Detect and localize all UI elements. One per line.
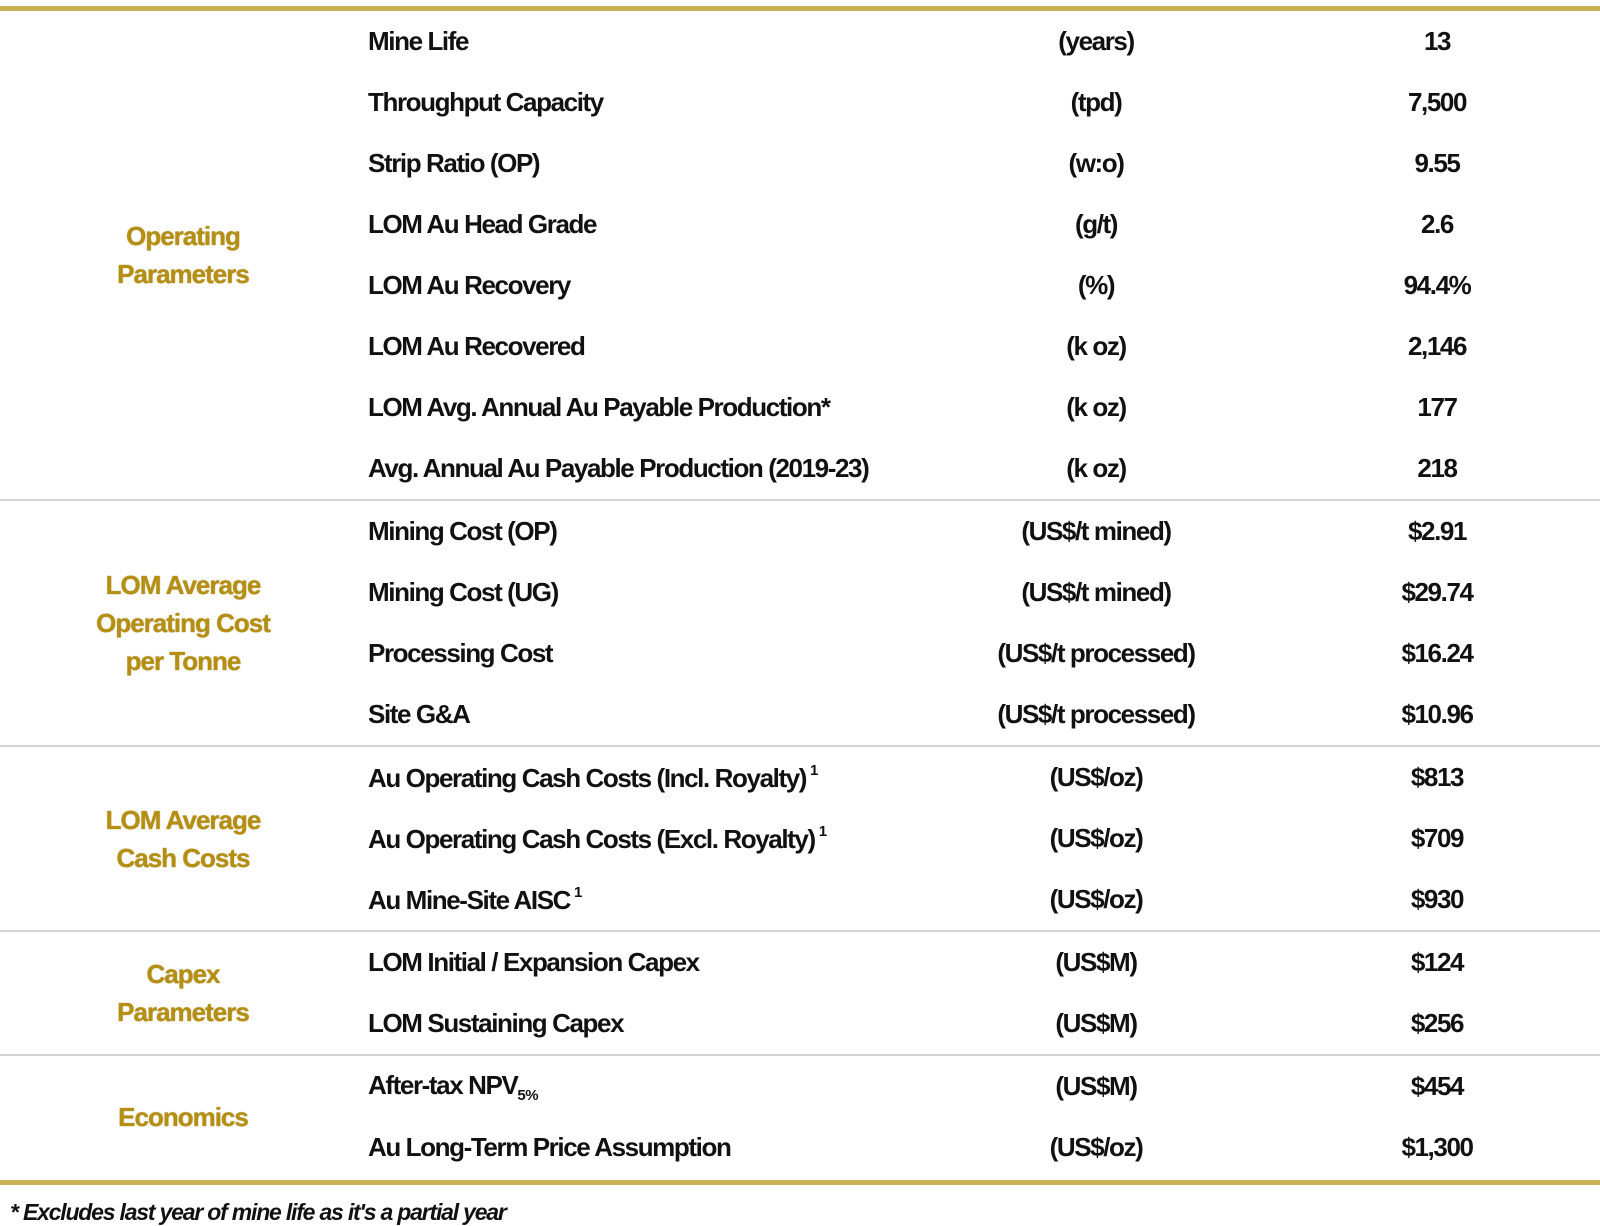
table-row: [368, 316, 1600, 377]
parameter-label: Throughput Capacity: [368, 87, 603, 117]
table-row: [368, 1056, 1600, 1117]
table-section: [0, 932, 1600, 1056]
table-row: [368, 72, 1600, 133]
table-row: [368, 438, 1600, 499]
parameter-label: LOM Au Recovered: [368, 331, 585, 361]
parameter-label: LOM Initial / Expansion Capex: [368, 947, 699, 977]
value-cell: $2.91: [1407, 516, 1467, 546]
parameter-cell: [368, 1008, 972, 1039]
table-section: [0, 747, 1600, 932]
section-category: Capex Parameters: [117, 959, 249, 1027]
unit-cell: (US$/oz): [1049, 823, 1143, 853]
unit-cell: (US$M): [1055, 947, 1137, 977]
unit-cell: (tpd): [1070, 87, 1122, 117]
parameter-cell: [368, 947, 972, 978]
table-row: [368, 932, 1600, 993]
parameter-label: Site G&A: [368, 699, 470, 729]
section-category: LOM Average Cash Costs: [105, 804, 261, 873]
footnote-marker: 1: [818, 822, 828, 840]
value-cell: $256: [1410, 1008, 1464, 1038]
parameter-cell: [368, 453, 972, 484]
unit-cell: (US$/t mined): [1021, 516, 1171, 546]
parameter-label: Mine Life: [368, 26, 469, 56]
unit-cell: (US$/oz): [1049, 884, 1143, 914]
parameter-cell: [368, 331, 972, 362]
unit-cell: (US$/oz): [1049, 762, 1143, 792]
parameter-cell: [368, 270, 972, 301]
footnote-marker: 1: [810, 761, 819, 779]
value-cell: $930: [1410, 884, 1464, 914]
section-category: Economics: [118, 1102, 248, 1132]
table-row: [368, 623, 1600, 684]
parameter-cell: [368, 762, 972, 794]
value-cell: $29.74: [1401, 577, 1473, 607]
footnote-marker: 1: [574, 883, 583, 901]
value-cell: 218: [1417, 453, 1457, 483]
parameter-label: Au Operating Cash Costs (Incl. Royalty): [368, 762, 807, 793]
parameter-cell: [368, 699, 972, 730]
unit-cell: (US$M): [1055, 1008, 1137, 1038]
unit-cell: (US$/oz): [1049, 1132, 1143, 1162]
unit-cell: (k oz): [1066, 392, 1126, 422]
value-cell: 177: [1417, 392, 1457, 422]
parameter-cell: [368, 638, 972, 669]
parameter-cell: [368, 1132, 972, 1163]
unit-cell: (US$/t mined): [1021, 577, 1171, 607]
unit-cell: (years): [1058, 26, 1134, 56]
unit-cell: (g/t): [1074, 209, 1118, 239]
parameter-label: Mining Cost (UG): [368, 577, 558, 607]
parameter-label: Strip Ratio (OP): [368, 148, 540, 178]
table-row: [368, 562, 1600, 623]
unit-cell: (US$M): [1055, 1071, 1137, 1101]
table-row: [368, 808, 1600, 869]
table-section: [0, 501, 1600, 747]
value-cell: $709: [1410, 823, 1464, 853]
unit-cell: (w:o): [1068, 148, 1124, 178]
parameter-label: Au Mine-Site AISC: [368, 884, 571, 915]
table-row: [368, 133, 1600, 194]
section-rows: [368, 1056, 1600, 1178]
parameter-label: LOM Au Head Grade: [368, 209, 597, 239]
parameter-label: Avg. Annual Au Payable Production (2019-23): [368, 453, 869, 483]
unit-cell: (%): [1077, 270, 1115, 300]
parameter-cell: [368, 392, 972, 423]
unit-cell: (US$/t processed): [997, 699, 1195, 729]
value-cell: $454: [1410, 1071, 1464, 1101]
parameter-cell: [368, 884, 972, 916]
parameter-label: LOM Au Recovery: [368, 270, 570, 300]
parameter-label: Au Long-Term Price Assumption: [368, 1132, 731, 1162]
value-cell: $124: [1410, 947, 1464, 977]
table-row: [368, 993, 1600, 1054]
value-cell: 9.55: [1414, 148, 1460, 178]
section-category: Operating Parameters: [117, 221, 249, 289]
value-cell: 13: [1423, 26, 1451, 56]
section-rows: [368, 11, 1600, 499]
parameter-label: After-tax NPV: [368, 1069, 518, 1100]
table-row: [368, 1117, 1600, 1178]
parameter-cell: [368, 1070, 972, 1104]
table-row: [368, 11, 1600, 72]
table-row: [368, 501, 1600, 562]
parameter-cell: [368, 823, 972, 855]
value-cell: $813: [1410, 762, 1464, 792]
table-row: [368, 869, 1600, 930]
parameter-cell: [368, 87, 972, 118]
parameter-cell: [368, 26, 972, 57]
value-cell: 2.6: [1421, 209, 1453, 239]
table-section: [0, 11, 1600, 501]
parameter-cell: [368, 209, 972, 240]
bottom-rule: [0, 1180, 1600, 1185]
unit-cell: (k oz): [1066, 331, 1126, 361]
parameter-label: LOM Sustaining Capex: [368, 1008, 624, 1038]
parameter-subscript: 5%: [517, 1086, 539, 1104]
section-rows: [368, 501, 1600, 745]
value-cell: 94.4%: [1403, 270, 1471, 300]
value-cell: 7,500: [1407, 87, 1467, 117]
table-row: [368, 377, 1600, 438]
table-section: [0, 1056, 1600, 1178]
table-body: [0, 11, 1600, 1178]
parameter-label: Mining Cost (OP): [368, 516, 557, 546]
value-cell: $16.24: [1401, 638, 1473, 668]
table-row: [368, 194, 1600, 255]
parameter-cell: [368, 148, 972, 179]
parameter-cell: [368, 516, 972, 547]
table-row: [368, 255, 1600, 316]
section-category: LOM Average Operating Cost per Tonne: [96, 570, 270, 676]
unit-cell: (US$/t processed): [997, 638, 1195, 668]
value-cell: $1,300: [1401, 1132, 1473, 1162]
value-cell: $10.96: [1401, 699, 1473, 729]
table-row: [368, 684, 1600, 745]
parameter-label: Processing Cost: [368, 638, 553, 668]
table-row: [368, 747, 1600, 808]
parameter-label: LOM Avg. Annual Au Payable Production*: [368, 392, 830, 422]
unit-cell: (k oz): [1066, 453, 1126, 483]
section-rows: [368, 932, 1600, 1054]
footnote: * Excludes last year of mine life as it's a partial year: [10, 1199, 506, 1225]
section-rows: [368, 747, 1600, 930]
parameter-label: Au Operating Cash Costs (Excl. Royalty): [368, 823, 815, 854]
parameter-cell: [368, 577, 972, 608]
value-cell: 2,146: [1407, 331, 1467, 361]
